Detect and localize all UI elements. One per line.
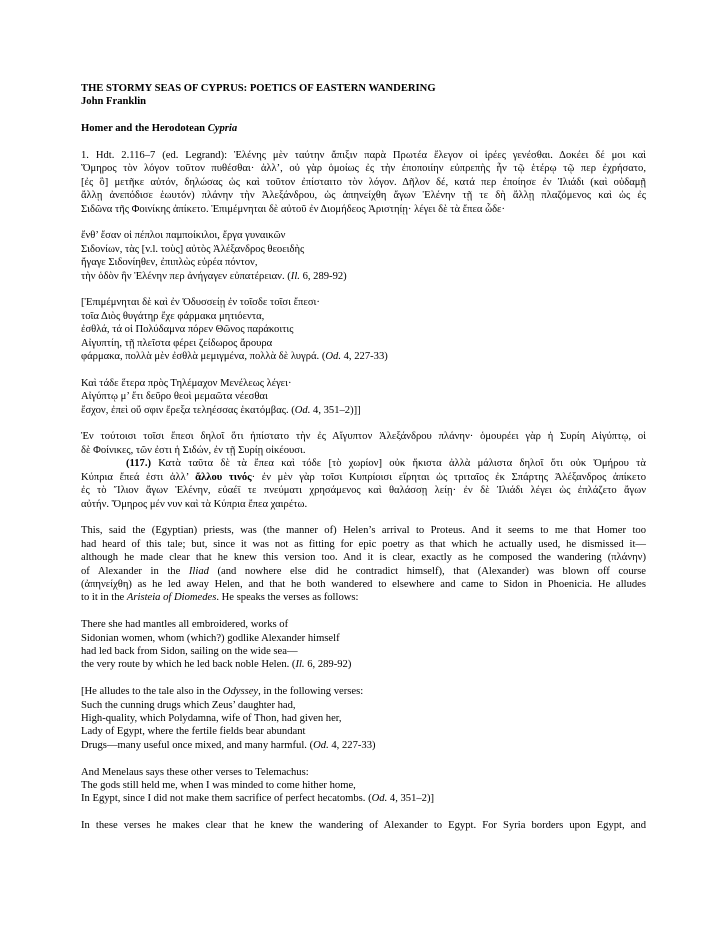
english-verse-odyssey-2 [81, 766, 646, 806]
verse-line: Drugs—many useful once mixed, and many harmful. (Od. 4, 227-33) [81, 739, 376, 751]
section-number: (117.) [126, 458, 152, 470]
greek-intro-paragraph [81, 149, 646, 216]
greek-verse-odyssey-2 [81, 377, 646, 417]
text-line: (117.) Κατὰ ταῦτα δὲ τὰ ἔπεα καὶ τόδε [τὸ χωρίον] οὐκ ἥκιστα ἀλλὰ μάλιστα δηλοῖ ὅτι οὐκ Ὁμήρου τὰ [126, 458, 646, 470]
text-line: Ὅμηρος τὸν λόγον τοῦτον πυθέσθαι· ἀλλ’, οὐ γὰρ ὁμοίως ἐς τὴν ἐποποιίην εὐπρεπὴς ἦν τῷ ἑτέρῳ τῷ περ ἐχρήσατο, [81, 163, 646, 175]
verse-line: Αἰγυπτίη, τῇ πλεῖστα φέρει ζείδωρος ἄρουρα [81, 337, 273, 349]
verse-line: Σιδονίων, τὰς [v.l. τοὺς] αὐτὸς Ἀλέξανδρος θεοειδὴς [81, 243, 305, 255]
author-name: John Franklin [81, 96, 147, 108]
text-line: ἐς τὸ Ἴλιον ἄγων Ἑλένην, εὐαέϊ τε πνεύματι χρησάμενος καὶ θαλάσσῃ λείῃ· ἐν δὲ Ἰλιάδι λέγει ὡς ἐπλάζετο ἄγων [81, 485, 646, 497]
verse-line: Such the cunning drugs which Zeus’ daughter had, [81, 699, 296, 711]
verse-line: φάρμακα, πολλὰ μὲν ἐσθλὰ μεμιγμένα, πολλὰ δὲ λυγρά. (Od. 4, 227-33) [81, 351, 388, 363]
greek-verse-iliad [81, 229, 646, 283]
text-line: δὲ Φοίνικες, τῶν ἐστι ἡ Σιδών, ἐν τῇ Συρίῃ οἰκέουσι. [81, 444, 306, 456]
verse-line: ἐσθλά, τά οἱ Πολύδαμνα πόρεν Θῶνος παράκοιτις [81, 324, 294, 336]
text-line: of Alexander in the Iliad (and nowhere else did he contradict himself), that (Alexander) was blown off course [81, 565, 646, 577]
greek-paragraph-2 [81, 430, 646, 510]
english-verse-iliad [81, 618, 646, 672]
verse-line: High-quality, which Polydamna, wife of Thon, had given her, [81, 712, 342, 724]
verse-line: And Menelaus says these other verses to Telemachus: [81, 766, 309, 778]
text-line: although he made clear that he knew this version too. And it is clear, exactly as he composed the wandering (πλάνην) [81, 552, 646, 564]
english-paragraph-2 [81, 819, 646, 832]
text-line: ἄλλῃ ἀνεπόδισε ἑωυτόν) πλάνην τὴν Ἀλεξάνδρου, ὡς ἀπηνείχθη ἄγων Ἑλένην τῇ τε δὴ ἄλλῃ πλαζόμενος καὶ ὡς ἐς [81, 190, 646, 202]
text-line: had heard of this tale; but, since it was not as fitting for epic poetry as that which he actually used, he dismissed it— [81, 538, 646, 550]
verse-line: ἔσχον, ἐπεὶ οὔ σφιν ἔρεξα τεληέσσας ἑκατόμβας. (Od. 4, 351–2)]] [81, 404, 361, 416]
english-verse-odyssey-1 [81, 685, 646, 752]
text-line: 1. Hdt. 2.116–7 (ed. Legrand): Ἑλένης μὲν ταύτην ἄπιξιν παρὰ Πρωτέα ἔλεγον οἱ ἱρέες γενέσθαι. Δοκέει δέ μοι καὶ [81, 150, 646, 161]
text-line: (ἀπηνείχθη) as he led away Helen, and that he both wandered to elsewhere and came to Sidon in Phoenicia. He alludes [81, 578, 646, 590]
text-line: Κύπρια ἔπεά ἐστι ἀλλ’ ἄλλου τινός· ἐν μὲν γὰρ τοῖσι Κυπρίοισι εἴρηται ὡς τριταῖος ἐκ Σπάρτης Ἀλέξανδρος ἀπίκετο [81, 471, 646, 483]
verse-line: Καὶ τάδε ἕτερα πρὸς Τηλέμαχον Μενέλεως λέγει· [81, 377, 292, 389]
verse-line: τοῖα Διὸς θυγάτηρ ἔχε φάρμακα μητιόεντα, [81, 310, 265, 322]
text-line: αὐτήν. Ὅμηρος μέν νυν καὶ τὰ Κύπρια ἔπεα χαιρέτω. [81, 498, 308, 510]
verse-line: the very route by which he led back noble Helen. (Il. 6, 289-92) [81, 659, 352, 671]
document-page [81, 82, 646, 833]
verse-line: had led back from Sidon, sailing on the wide sea— [81, 645, 298, 657]
text-line: In these verses he makes clear that he knew the wandering of Alexander to Egypt. For Syria borders upon Egypt, and [81, 820, 646, 832]
verse-line: τὴν ὁδὸν ἣν Ἑλένην περ ἀνήγαγεν εὐπατέρειαν. (Il. 6, 289-92) [81, 270, 347, 282]
greek-verse-odyssey-1 [81, 296, 646, 363]
verse-line: The gods still held me, when I was minded to come hither home, [81, 779, 356, 791]
english-paragraph-1 [81, 524, 646, 604]
verse-line: [He alludes to the tale also in the Odyssey, in the following verses: [81, 686, 364, 698]
section-heading: Homer and the Herodotean Cypria [81, 123, 238, 135]
verse-line: Sidonian women, whom (which?) godlike Alexander himself [81, 632, 340, 644]
verse-line: [Ἐπιμέμνηται δὲ καὶ ἐν Ὀδυσσείῃ ἐν τοῖσδε τοῖσι ἔπεσι· [81, 297, 320, 309]
text-line: to it in the Aristeia of Diomedes. He speaks the verses as follows: [81, 592, 359, 604]
text-line: [ἐς ὃ] μετῆκε αὐτόν, δηλώσας ὡς καὶ τοῦτον ἐπίσταιτο τὸν λόγον. Δῆλον δέ, κατά περ ἐποίησε ἐν Ἰλιάδι (καὶ οὐδαμῇ [81, 176, 646, 188]
text-line: Ἐν τούτοισι τοῖσι ἔπεσι δηλοῖ ὅτι ἠπίστατο τὴν ἐς Αἴγυπτον Ἀλεξάνδρου πλάνην· ὁμουρέει γὰρ ἡ Συρίη Αἰγύπτῳ, οἱ [81, 431, 646, 443]
emphasis-bold: ἄλλου τινός [195, 471, 252, 483]
paper-title: THE STORMY SEAS OF CYPRUS: POETICS OF EASTERN WANDERING [81, 83, 436, 94]
text-line: Σιδῶνα τῆς Φοινίκης ἀπίκετο. Ἐπιμέμνηται δὲ αὐτοῦ ἐν Διομήδεος Ἀριστηίῃ· λέγει δὲ τὰ ἔπεα ὧδε· [81, 203, 506, 215]
verse-line: ἔνθ’ ἔσαν οἱ πέπλοι παμποίκιλοι, ἔργα γυναικῶν [81, 230, 286, 242]
verse-line: In Egypt, since I did not make them sacrifice of perfect hecatombs. (Od. 4, 351–2)] [81, 793, 435, 805]
verse-line: Lady of Egypt, where the fertile fields bear abundant [81, 726, 306, 738]
verse-line: There she had mantles all embroidered, works of [81, 619, 289, 631]
verse-line: ἤγαγε Σιδονίηθεν, ἐπιπλὼς εὐρέα πόντον, [81, 257, 258, 269]
text-line: This, said the (Egyptian) priests, was (the manner of) Helen’s arrival to Proteus. And it seems to me that Homer too [81, 525, 646, 537]
verse-line: Αἰγύπτῳ μ’ ἔτι δεῦρο θεοὶ μεμαῶτα νέεσθαι [81, 391, 268, 403]
